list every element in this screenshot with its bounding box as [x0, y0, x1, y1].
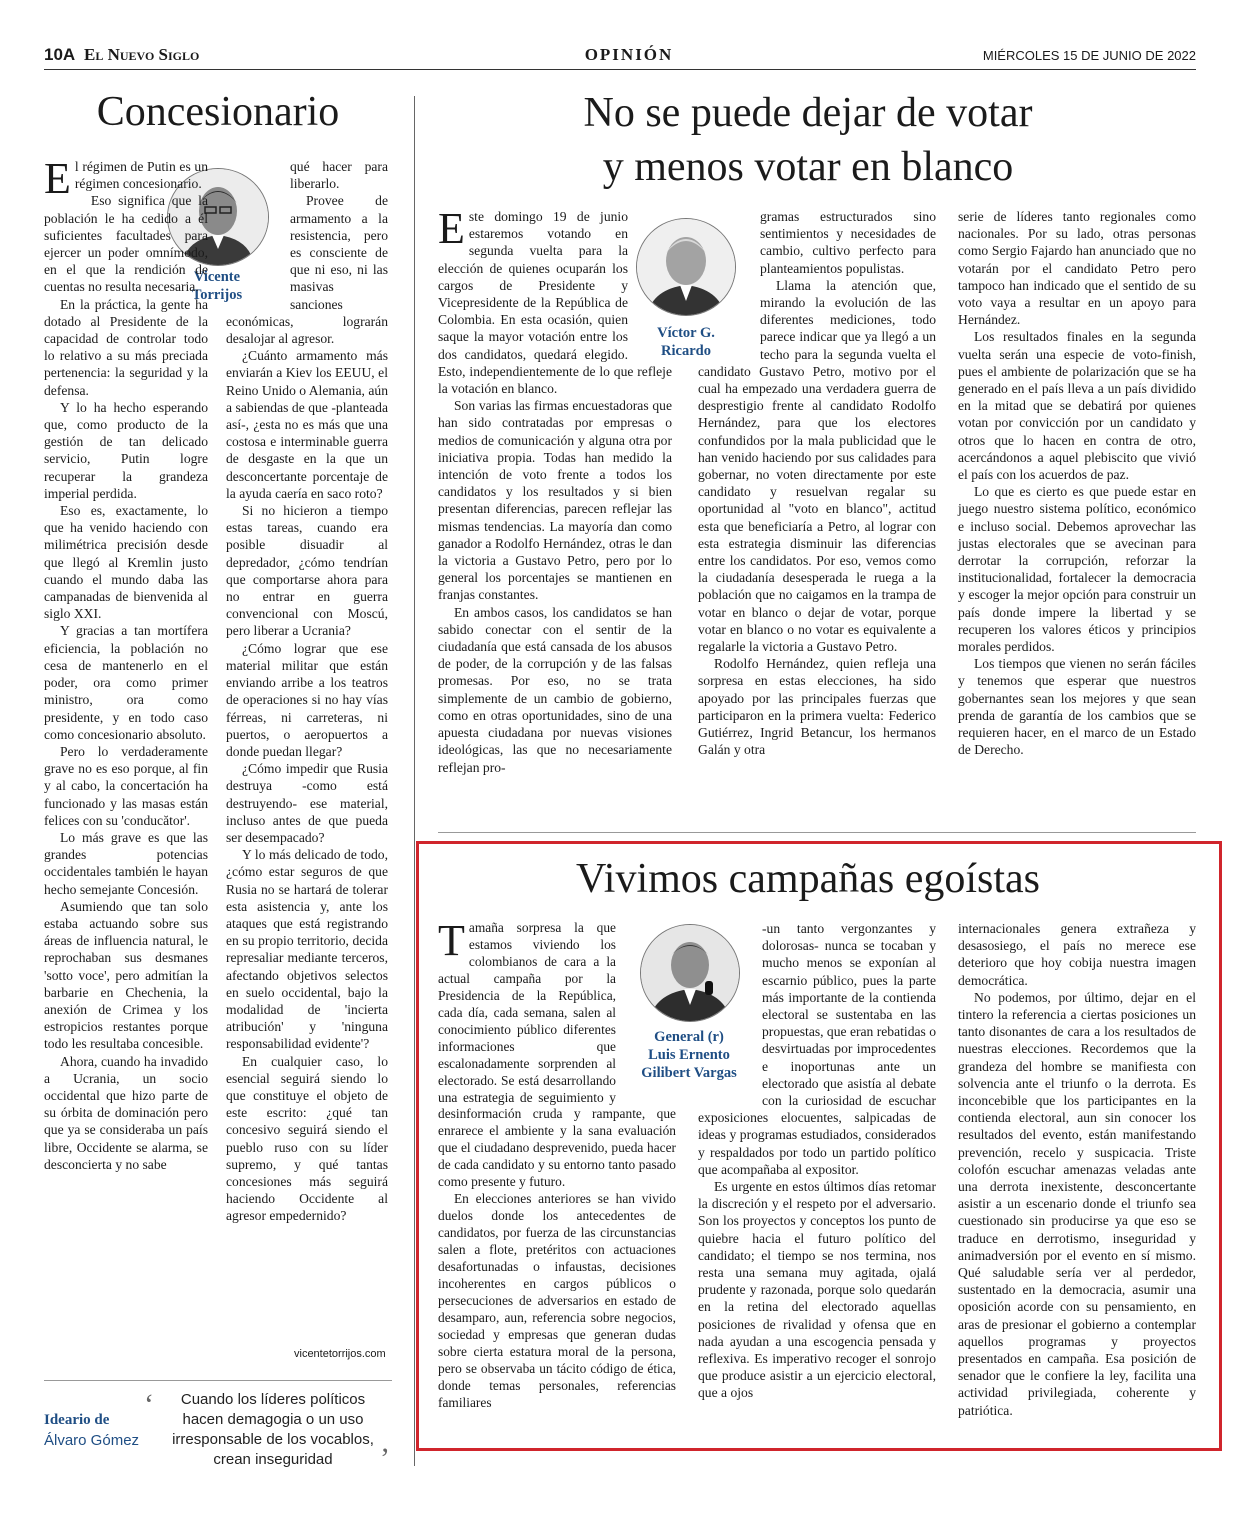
paragraph: gramas estructurados sino sentimientos y necesidades de cambio, cultivo perfecto para planteamientos populistas.: [760, 209, 936, 276]
paragraph: Lo más grave es que las grandes potencias occidentales también le hayan hecho semejante Concesión.: [44, 829, 208, 897]
newspaper-name: El Nuevo Siglo: [84, 45, 200, 64]
author-line: Luis Ernento: [648, 1047, 730, 1063]
issue-date: MIÉRCOLES 15 DE JUNIO DE 2022: [982, 48, 1196, 63]
paragraph: Los resultados finales en la segunda vuelta serán una especie de voto-finish, pues el ambiente de polarización que se ha generado en el país lleva a un país dividido en la mitad que se debatirá por quienes votan por convicción por un candidato y otros que lo hacen en contra de otro, acercándonos a aquel plebiscito que vivió el país con los acuerdos de paz.: [958, 329, 1196, 483]
paragraph: En la práctica, la gente ha dotado al Presidente de la capacidad de controlar todo lo relativo a su más preciada pertenencia: la seguridad y la defensa.: [44, 296, 208, 398]
paragraph: En cualquier caso, lo esencial seguirá siendo lo que constituye el objeto de este escrito: ¿qué tan concesivo seguirá siendo el pueblo ruso con su líder supremo, y qué tantas concesiones más seguirá haciendo Occidente al agresor empedernido?: [226, 1053, 388, 1224]
paragraph: Rodolfo Hernández, quien refleja una sorpresa en estas elecciones, ha sido apoyado por las principales fuerzas que participaron en la primera vuelta: Federico Gutiérrez, Ingrid Betancur, los hermanos Galán y otra: [698, 656, 936, 758]
header-rule: [44, 69, 1196, 70]
paragraph: serie de líderes tanto regionales como nacionales. Por su lado, otras personas como Sergio Fajardo han anunciado que no votarán por el candidato Petro pero tampoco han indicado que el sentido de su voto vaya a resultar en un apoyo para Hernández.: [958, 209, 1196, 328]
paragraph: ¿Cómo impedir que Rusia destruya -como está destruyendo- ese material, incluso antes de que pueda ser desempacado?: [226, 761, 388, 845]
left-article-col1: [44, 154, 208, 1173]
column-divider: [414, 96, 415, 1466]
paragraph: Eso es, exactamente, lo que ha venido haciendo con milimétrica precisión desde que llegó al Kremlin justo cuando el mundo daba las campanadas de bienvenida al siglo XXI.: [44, 503, 208, 622]
paragraph: Si no hicieron a tiempo estas tareas, cuando era posible disuadir al depredador, ¿cómo tendrían que comportarse ahora para no entrar en guerra convencional con Moscú, pero liberar a Ucrania?: [226, 503, 388, 639]
paragraph: Lo que es cierto es que puede estar en juego nuestro sistema político, económico e incluso social. Debemos aprovechar las justas electorales que se avecinan para derrotar la corrupción, reforzar la institucionalidad, fortalecer la democracia y escoger la mejor opción para construir un país donde impere la libertad y se recuperen los valores éticos y principios morales perdidos.: [958, 484, 1196, 655]
page-number: 10A: [44, 45, 76, 64]
page-header: [44, 44, 1196, 70]
paragraph: En ambos casos, los candidatos se han sabido conectar con el sentir de la ciudadanía que está cansada de los abusos de poder, de la corrupción y de las falsas promesas. Por eso, no se trata simplemente de un cambio de gobierno, como en otras oportunidades, sino de una apuesta ciudadana por nuevas visiones ideológicas, las que no necesariamente reflejan pro-: [438, 604, 672, 775]
left-article-title: Concesionario: [96, 89, 340, 135]
paragraph: ste domingo 19 de junio estaremos votando en segunda vuelta para la elección de quienes ocuparán los cargos de Presidente y Vicepresidente de la República de Colombia. En esta ocasión, quien saque la mayor votación entre los dos candidatos, quedará elegido. Esto, independientemente de lo que refleje la votación en blanco.: [438, 209, 672, 397]
top-title-line1: No se puede dejar de votar: [583, 90, 1033, 136]
author-name-torrijos: Vicente Torrijos: [191, 269, 243, 303]
paragraph: l régimen de Putin es un régimen concesionario.: [74, 159, 208, 192]
paragraph: internacionales genera extrañeza y desasosiego, el país no merece ese deterioro que hoy cobija nuestra imagen democrática.: [958, 921, 1196, 988]
ideario-box: [44, 1386, 392, 1475]
author-name-text: Víctor G. Ricardo: [657, 325, 715, 359]
dropcap: T: [438, 916, 465, 965]
bottom-article-col2: [698, 920, 936, 1402]
paragraph: ¿Cuánto armamento más enviarán a Kiev los EEUU, el Reino Unido o Alemania, aún a sabiendas de que -planteada así-, ¿esta no es más que una costosa e interminable guerra de desgaste en la que un desconcertante porcentaje de la ayuda caería en saco roto?: [226, 348, 388, 501]
paragraph: Es urgente en estos últimos días retomar la discreción y el respeto por el adversario. Son los proyectos y conceptos los punto de quiebre hacia el futuro político del candidato; el tiempo se nos termina, nos resta una semana muy agitada, ojalá prudente y razonada, porque solo quedarán en la retina del electorado aquellas posiciones de rivalidad y ofensa que en nada ayudan a una escogencia pensada y reflexiva. Es imperativo recoger el sonrojo que produce asistir a un ejercicio electoral, que a ojos: [698, 1179, 936, 1401]
top-article-col1: [438, 204, 672, 776]
bottom-article-title: Vivimos campañas egoístas: [575, 856, 1041, 902]
bottom-article-col1: [438, 916, 676, 1412]
left-article-col2: [226, 158, 388, 1225]
open-quote-icon: ‘: [144, 1388, 154, 1421]
paragraph: Los tiempos que vienen no serán fáciles y tenemos que esperar que nuestros gobernantes sean los mejores y que sean prenda de garantía de los cambios que se requieren hacer, en el marco de un Estado de Derecho.: [958, 656, 1196, 758]
close-quote-icon: ’: [380, 1442, 390, 1475]
paragraph: Eso significa que la población le ha cedido a él suficientes facultades para ejercer un poder omnímodo, en el que la rendición de cuentas no resulta necesaria.: [44, 193, 208, 295]
top-article-col3: [958, 208, 1196, 759]
paragraph: Ahora, cuando ha invadido a Ucrania, un socio occidental que hizo parte de su órbita de dominación pero que ya se consideraba un país libre, Occidente se alarma, se desconcierta y no sabe: [44, 1053, 208, 1172]
paragraph: Y gracias a tan mortífera eficiencia, la población no cesa de mantenerlo en el poder, ora como primer ministro, ora como presidente, y en todo caso como concesionario absoluto.: [44, 623, 208, 742]
author-website: vicentetorrijos.com: [294, 1348, 386, 1360]
paragraph: Provee de armamento a la resistencia, pero es consciente de que ni eso, ni las masivas sanciones económicas, lograrán desalojar al agresor.: [226, 193, 388, 347]
paragraph: Asumiendo que tan solo estaba actuando sobre sus áreas de influencia natural, le reprochaban sus desmanes 'sotto voce', pero admitían la barbarie en Chechenia, la anexión de Crimea y los estropicios restantes porque todo les resultaba concesible.: [44, 898, 208, 1052]
ideario-name: Álvaro Gómez: [44, 1432, 140, 1449]
author-line: Gilibert Vargas: [641, 1065, 737, 1081]
paragraph: Llama la atención que, mirando la evolución de las diferentes mediciones, todo parece indicar que ya llegó a un techo para la segunda vuelta el candidato Gustavo Petro, motivo por el cual ha empezado una verdadera guerra de desprestigio frente al candidato Rodolfo Hernández, para que los electores confundidos por la mala publicidad que le han venido haciendo por sus calidades para gobernar, no voten directamente por este candidato y resuelvan regalar su oportunidad al "voto en blanco", actitud esta que beneficiaría a Petro, al lograr con esta estrategia disminuir las diferencias entre los candidatos. Por eso, vemos como la ciudadanía desesperada le ruega a la población que no caigamos en la trampa de votar en blanco o dejar de votar, porque votar en blanco o no votar es equivalente a regalarle la victoria a Gustavo Petro.: [698, 277, 936, 655]
ideario-quote: Cuando los líderes políticos hacen demagogia o un uso irresponsable de los vocablos, crean inseguridad: [172, 1391, 374, 1468]
paragraph: -un tanto vergonzantes y dolorosas- nunca se tocaban y mucho menos se exponían al escarnio público, pues la parte más importante de la contienda electoral se sustentaba en las propuestas, que eran rebatidas o desvirtuadas por improcedentes e inoportunas ante un electorado que asistía al debate con la curiosidad de escuchar exposiciones elocuentes, salpicadas de ideas y programas estudiados, considerados y respaldados por todo un partido político que acompañaba al expositor.: [698, 921, 937, 1177]
paragraph: Son varias las firmas encuestadoras que han sido contratadas por empresas o medios de comunicación y alguna otra por iniciativa propia. Todas han medido la intención de voto frente a todos los candidatos y los resultados y si bien presentan diferencias, parecen reflejar las mismas tendencias. La mayoría dan como ganador a Rodolfo Hernández, otras le dan la victoria a Gustavo Petro, pero por lo general los porcentajes se mantienen en franjas constantes.: [438, 398, 672, 603]
bottom-article-col3: [958, 920, 1196, 1419]
paragraph: Pero lo verdaderamente grave no es eso porque, al fin y al cabo, la concertación ha funcionado y las masas están felices con su 'conducător'.: [44, 743, 208, 828]
ideario-top-rule: [44, 1380, 392, 1381]
paragraph: En elecciones anteriores se han vivido duelos donde los antecedentes de candidatos, por fuerza de las circunstancias salen a flote, pretéritos con actuaciones desafortunadas o infaustas, decisiones incoherentes en cargos públicos o persecuciones de adversarios en estado de desamparo, aun, referencia sobre negocios, sociedad y empresas que generan dudas sobre cierta estatura moral de la persona, pero se observaba un tácito código de ética, donde temas personales, referencias familiares: [438, 1191, 676, 1410]
dropcap: E: [44, 154, 71, 203]
top-title-line2: y menos votar en blanco: [602, 144, 1014, 190]
section-rule: [438, 832, 1196, 833]
paragraph: Y lo más delicado de todo, ¿cómo estar seguros de que Rusia no se hartará de tolerar esta asistencia y, ante los ataques que está registrando en su propio territorio, decida represaliar mediante terceros, afectando objetivos selectos en suelo occidental, bajo la modalidad de 'incierta atribución' y 'ninguna responsabilidad evidente'?: [226, 847, 388, 1052]
author-line: General (r): [654, 1029, 724, 1045]
top-article-title: [420, 86, 1196, 194]
paragraph: Y lo ha hecho esperando que, como producto de la gestión de tan delicado servicio, Putin logre recuperar la grandeza imperial perdida.: [44, 399, 208, 501]
dropcap: E: [438, 204, 465, 253]
top-article-col2: [698, 208, 936, 759]
paragraph: qué hacer para liberarlo.: [290, 159, 388, 192]
section-name: OPINIÓN: [584, 45, 674, 64]
paragraph: No podemos, por último, dejar en el tintero la referencia a ciertas posiciones un tanto disonantes de cara a los resultados de nuestras elecciones. Recordemos que la grandeza del hombre se manifiesta con solvencia ante el triunfo o la derrota. Es inconcebible que los participantes en la contienda electoral, aun sin conocer los resultados del evento, están manifestando prevención, recelo y suspicacia. Triste colofón escuchar amenazas veladas ante una derrota inexistente, desconcertante asistir a un escenario donde el triunfo sea cuestionado sin producirse ya que eso se traduce en derrotismo, inseguridad y animadversión por el evento en sí mismo. Qué saludable sería ver al perdedor, sustentado en la democracia, asumir una oposición acorde con su pensamiento, en aras de presionar el gobierno a contemplar aquellos programas y proyectos presentados en campaña. Esa posición de senador que le confiere la ley, facilita una actividad privilegiada, coherente y patriótica.: [958, 989, 1196, 1418]
paragraph: ¿Cómo lograr que ese material militar que están enviando arribe a los teatros de operaciones si no hay vías férreas, ni carreteras, ni puertos, o aeropuertos a donde puedan llegar?: [226, 640, 388, 759]
ideario-label: Ideario de: [44, 1412, 110, 1428]
paragraph: amaña sorpresa la que estamos viviendo los colombianos de cara a la actual campaña por la Presidencia de la República, cada día, cada semana, salen al conocimiento público diferentes informaciones que escalonadamente sorprenden al electorado. Se está desarrollando una estrategia de seguimiento y desinformación cruda y rampante, que enrarece el ambiente y la sana evaluación que el ciudadano desprevenido, pueda hacer de cada candidato y su entorno tanto pasado como presente y futuro.: [438, 920, 676, 1190]
